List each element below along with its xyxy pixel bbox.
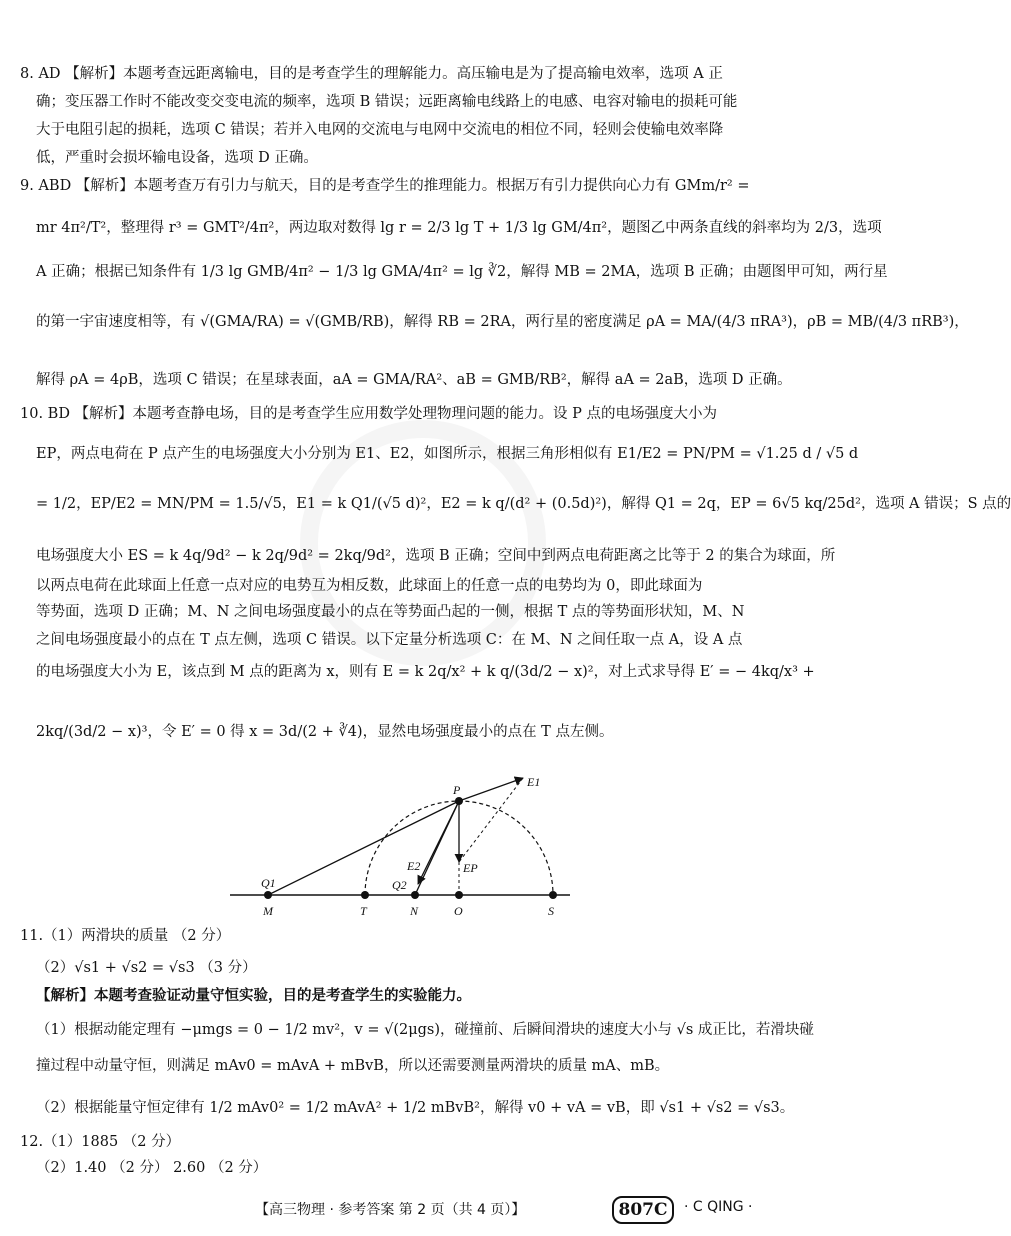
- q9-line-1: 9. ABD 【解析】本题考查万有引力与航天，目的是考查学生的推理能力。根据万有引力提供向心力有 GMm/r² =: [20, 178, 750, 194]
- q10-line-9: 2kq/(3d/2 − x)³，令 E′ = 0 得 x = 3d/(2 + ∛4)，显然电场强度最小的点在 T 点左侧。: [36, 724, 614, 740]
- q9-line-2: mr 4π²/T²，整理得 r³ = GMT²/4π²，两边取对数得 lg r = 2/3 lg T + 1/3 lg GM/4π²，题图乙中两条直线的斜率均为 2/3，选项: [36, 220, 882, 236]
- q11-analysis-heading: 【解析】本题考查验证动量守恒实验，目的是考查学生的实验能力。: [36, 987, 471, 1004]
- label-e2: E2: [407, 859, 421, 873]
- page-footer: [0, 1196, 800, 1224]
- q10-line-7: 之间电场强度最小的点在 T 点左侧，选项 C 错误。以下定量分析选项 C：在 M、N 之间任取一点 A，设 A 点: [36, 632, 743, 648]
- q11-answer-1: 11.（1）两滑块的质量 （2 分）: [20, 928, 231, 944]
- q8-line-2: 确；变压器工作时不能改变交变电流的频率，选项 B 错误；远距离输电线路上的电感、电容对输电的损耗可能: [36, 94, 738, 110]
- point-m: [264, 891, 272, 899]
- point-s: [549, 891, 557, 899]
- q12-answer-2: （2）1.40 （2 分） 2.60 （2 分）: [36, 1160, 268, 1176]
- q10-line-1: 10. BD 【解析】本题考查静电场，目的是考查学生应用数学处理物理问题的能力。设 P 点的电场强度大小为: [20, 406, 718, 422]
- label-t: T: [360, 904, 367, 918]
- q11-explain-2: 撞过程中动量守恒，则满足 mAv0 = mAvA + mBvB，所以还需要测量两滑块的质量 mA、mB。: [36, 1058, 670, 1074]
- q10-line-2: EP，两点电荷在 P 点产生的电场强度大小分别为 E1、E2，如图所示，根据三角形相似有 E1/E2 = PN/PM = √1.25 d / √5 d: [36, 446, 859, 462]
- label-n: N: [410, 904, 419, 918]
- q8-line-3: 大于电阻引起的损耗，选项 C 错误；若并入电网的交流电与电网中交流电的相位不同，轻则会使输电效率降: [36, 122, 724, 138]
- footer-text: 【高三物理 · 参考答案 第 2 页（共 4 页）】: [255, 1202, 526, 1218]
- line-mp: [268, 801, 459, 895]
- label-m: M: [263, 904, 273, 918]
- label-s: S: [548, 904, 554, 918]
- q11-answer-2: （2）√s1 + √s2 = √s3 （3 分）: [36, 960, 257, 976]
- label-q1: Q1: [261, 876, 276, 890]
- q10-line-6: 等势面，选项 D 正确；M、N 之间电场强度最小的点在等势面凸起的一侧，根据 T 点的等势面形状知，M、N: [36, 604, 745, 620]
- q8-line-1: 8. AD 【解析】本题考查远距离输电，目的是考查学生的理解能力。高压输电是为了提高输电效率，选项 A 正: [20, 66, 723, 82]
- q10-line-5: 以两点电荷在此球面上任意一点对应的电势互为相反数，此球面上的任意一点的电势均为 0，即此球面为: [36, 578, 703, 594]
- label-o: O: [454, 904, 463, 918]
- point-t: [361, 891, 369, 899]
- electric-field-diagram: [225, 770, 575, 920]
- label-ep: EP: [463, 861, 478, 875]
- q10-line-8: 的电场强度大小为 E，该点到 M 点的距离为 x，则有 E = k 2q/x² + k q/(3d/2 − x)²，对上式求导得 E′ = − 4kq/x³ +: [36, 664, 815, 680]
- paper-code-badge: 807C: [612, 1196, 674, 1224]
- q9-line-5: 解得 ρA = 4ρB，选项 C 错误；在星球表面，aA = GMA/RA²、aB = GMB/RB²，解得 aA = 2aB，选项 D 正确。: [36, 372, 792, 388]
- q9-line-4: 的第一宇宙速度相等，有 √(GMA/RA) = √(GMB/RB)，解得 RB = 2RA，两行星的密度满足 ρA = MA/(4/3 πRA³)，ρB = MB/(4/3 πRB³)，: [36, 314, 969, 330]
- q11-explain-3: （2）根据能量守恒定律有 1/2 mAv0² = 1/2 mAvA² + 1/2 mBvB²，解得 v0 + vA = vB，即 √s1 + √s2 = √s3。: [36, 1100, 795, 1116]
- q11-explain-1: （1）根据动能定理有 −μmgs = 0 − 1/2 mv²，v = √(2μgs)，碰撞前、后瞬间滑块的速度大小与 √s 成正比，若滑块碰: [36, 1022, 814, 1038]
- point-n: [411, 891, 419, 899]
- point-p: [455, 797, 463, 805]
- q10-line-3: = 1/2，EP/E2 = MN/PM = 1.5/√5，E1 = k Q1/(√5 d)²，E2 = k q/(d² + (0.5d)²)，解得 Q1 = 2q，EP = 6√5 kq/25d²，选项 A 错误；S 点的: [36, 496, 1011, 512]
- q10-line-4: 电场强度大小 ES = k 4q/9d² − k 2q/9d² = 2kq/9d²，选项 B 正确；空间中到两点电荷距离之比等于 2 的集合为球面，所: [36, 548, 836, 564]
- label-q2: Q2: [392, 878, 407, 892]
- q12-answer-1: 12.（1）1885 （2 分）: [20, 1134, 181, 1150]
- q9-line-3: A 正确；根据已知条件有 1/3 lg GMB/4π² − 1/3 lg GMA/4π² = lg ∛2，解得 MB = 2MA，选项 B 正确；由题图甲可知，两行星: [36, 264, 888, 280]
- label-p: P: [453, 783, 461, 797]
- label-e1: E1: [527, 775, 541, 789]
- publisher-mark: · C QING ·: [684, 1199, 753, 1215]
- q8-line-4: 低，严重时会损坏输电设备，选项 D 正确。: [36, 150, 318, 166]
- vector-e2: [418, 801, 459, 884]
- point-o: [455, 891, 463, 899]
- vector-e1: [459, 778, 523, 801]
- parallelogram-side: [459, 778, 523, 862]
